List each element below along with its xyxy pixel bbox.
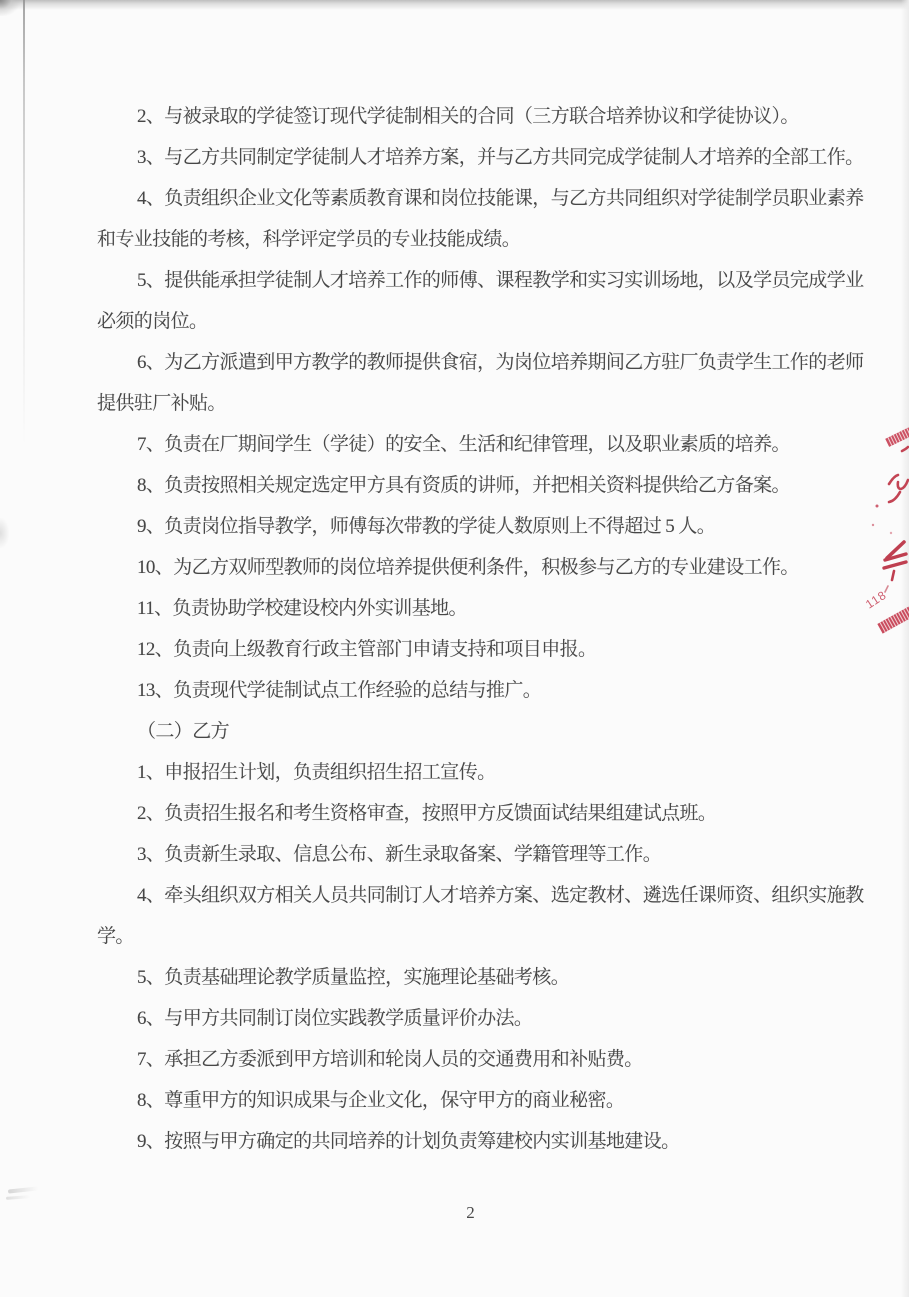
stamp-ribbon-icon — [877, 605, 909, 634]
document-line: 9、按照与甲方确定的共同培养的计划负责筹建校内实训基地建设。 — [137, 1131, 680, 1152]
handwriting-strokes-icon — [884, 542, 906, 592]
document-line: 1、申报招生计划，负责组织招生招工宣传。 — [137, 762, 496, 783]
document-line: 9、负责岗位指导教学，师傅每次带教的学徒人数原则上不得超过 5 人。 — [137, 516, 716, 537]
scan-top-shadow — [0, 0, 909, 10]
document-line: 2、负责招生报名和考生资格审查，按照甲方反馈面试结果组建试点班。 — [137, 803, 717, 824]
document-line: 4、牵头组织双方相关人员共同制订人才培养方案、选定教材、遴选任课师资、组织实施教 — [137, 885, 864, 906]
document-line: 7、负责在厂期间学生（学徒）的安全、生活和纪律管理，以及职业素质的培养。 — [137, 434, 790, 455]
document-line: 6、与甲方共同制订岗位实践教学质量评价办法。 — [137, 1008, 533, 1029]
ink-dots-icon — [872, 505, 892, 535]
document-line: 13、负责现代学徒制试点工作经验的总结与推广。 — [137, 680, 542, 701]
stamp-ribbon-icon — [885, 427, 909, 446]
document-line: 7、承担乙方委派到甲方培训和轮岗人员的交通费用和补贴费。 — [137, 1049, 643, 1070]
document-line: 3、负责新生录取、信息公布、新生录取备案、学籍管理等工作。 — [137, 844, 662, 865]
document-line: 和专业技能的考核，科学评定学员的专业技能成绩。 — [97, 229, 521, 250]
document-line: 提供驻厂补贴。 — [97, 393, 226, 414]
page-number: 2 — [466, 1203, 475, 1222]
document-line: 8、负责按照相关规定选定甲方具有资质的讲师，并把相关资料提供给乙方备案。 — [137, 475, 790, 496]
section-heading: （二）乙方 — [137, 721, 230, 742]
handwriting-squiggle-icon — [889, 447, 908, 502]
document-line: 学。 — [97, 926, 134, 947]
document-line: 必须的岗位。 — [97, 311, 208, 332]
scan-left-smudge — [0, 518, 9, 548]
document-body — [97, 96, 877, 1162]
document-line: 2、与被录取的学徒签订现代学徒制相关的合同（三方联合培养协议和学徒协议）。 — [137, 106, 799, 127]
red-ink-edge-marks — [858, 410, 909, 640]
scan-bottom-left-smudge — [8, 1186, 38, 1193]
document-line: 5、负责基础理论教学质量监控，实施理论基础考核。 — [137, 967, 570, 988]
scan-right-shadow — [901, 0, 909, 1297]
red-digits: 118 — [863, 587, 890, 612]
paper-crease-line — [23, 0, 25, 445]
document-line: 8、尊重甲方的知识成果与企业文化，保守甲方的商业秘密。 — [137, 1090, 625, 1111]
document-line: 6、为乙方派遣到甲方教学的教师提供食宿，为岗位培养期间乙方驻厂负责学生工作的老师 — [137, 352, 864, 373]
document-line: 4、负责组织企业文化等素质教育课和岗位技能课，与乙方共同组织对学徒制学员职业素养 — [137, 188, 864, 209]
document-line: 3、与乙方共同制定学徒制人才培养方案，并与乙方共同完成学徒制人才培养的全部工作。 — [137, 147, 864, 168]
document-line: 10、为乙方双师型教师的岗位培养提供便利条件，积极参与乙方的专业建设工作。 — [137, 557, 799, 578]
scan-corner-smudge — [0, 0, 20, 16]
document-line: 5、提供能承担学徒制人才培养工作的师傅、课程教学和实习实训场地，以及学员完成学业 — [137, 270, 864, 291]
document-line: 11、负责协助学校建设校内外实训基地。 — [137, 598, 467, 619]
document-line: 12、负责向上级教育行政主管部门申请支持和项目申报。 — [137, 639, 597, 660]
scan-bottom-left-smudge — [6, 1195, 30, 1200]
